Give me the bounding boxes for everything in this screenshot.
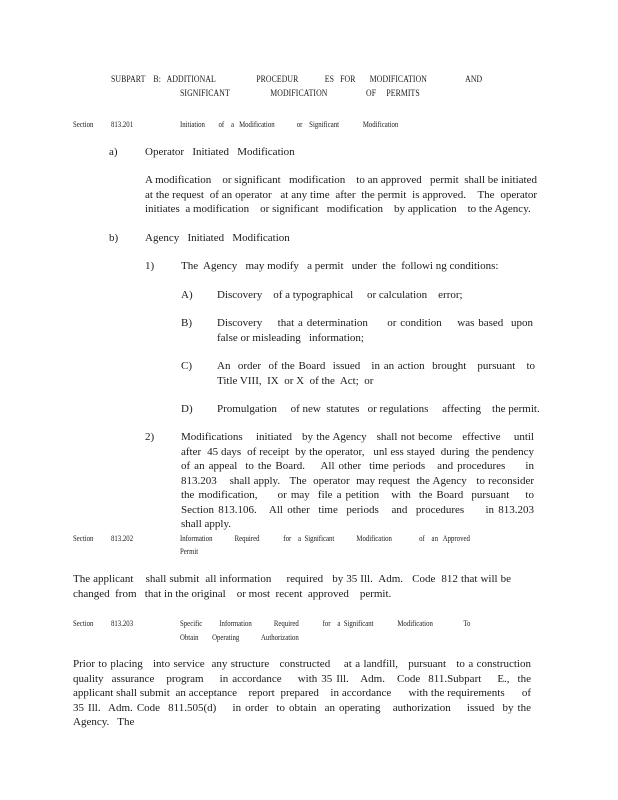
section-label: Section [73,119,94,129]
clause-text: Discovery of a typographical or calculation error; [217,289,463,301]
item-number: 1) [145,260,155,272]
clause-text: An order of the Board issued in an action brought pursuant to Title VIII, IX or X of the Act; or [217,360,538,387]
subsection-heading: Agency Initiated Modification [145,232,290,244]
section-number: 813.203 [111,618,134,628]
subsection-heading: Operator Initiated Modification [145,146,295,158]
subpart-heading-line2: SIGNIFICANT MODIFICATION OF PERMITS [180,89,420,99]
paragraph: A modification or significant modification to an approved permit shall be initiated at the request of an operator at any time after the permit is approved. The operator initiates a modification or significant modification by application to the Agency. [145,174,540,215]
clause-letter: B) [181,317,192,329]
paragraph: The applicant shall submit all information required by 35 Ill. Adm. Code 812 that will be changed from that in the original or most recent approved permit. [73,573,514,600]
item-text: The Agency may modify a permit under the followi ng conditions: [181,260,499,272]
item-number: 2) [145,431,155,443]
section-label: Section [73,618,94,628]
clause-letter: C) [181,360,192,372]
clause-letter: A) [181,289,193,301]
paragraph: Prior to placing into service any structure constructed at a landfill, pursuant to a construction quality assurance program in accordance with 35 Ill. Adm. Code 811.Subpart E., the applicant shall submit an acceptance report prepared in accordance with the requirements of 35 Ill. Adm. Code 811.505(d) in order to obtain an operating authorization issued by the Agency. The [73,658,534,728]
section-number: 813.201 [111,119,134,129]
section-title-continued: Permit [180,546,199,556]
section-title-continued: Obtain Operating Authorization [180,632,299,642]
item-text: Modifications initiated by the Agency shall not become effective until after 45 days of receipt by the operator, unl ess stayed during the pendency of an appeal to the Board. All other time periods and procedures in 813.203 shall apply. The operator may request the Agency to reconsider the modification, or may file a petition with the Board pursuant to Section 813.106. All other time periods and procedures in 813.203 shall apply. [181,431,545,530]
section-label: Section [73,533,94,543]
subsection-letter: a) [109,146,118,158]
section-title: Information Required for a Significant Modification of an Approved [180,533,470,543]
subsection-letter: b) [109,232,119,244]
clause-text: Discovery that a determination or condition was based upon false or misleading information; [217,317,536,344]
section-number: 813.202 [111,533,134,543]
clause-text: Promulgation of new statutes or regulations affecting the permit. [217,403,540,415]
section-title: Specific Information Required for a Significant Modification To [180,618,471,628]
clause-letter: D) [181,403,193,415]
section-title: Initiation of a Modification or Significant Modification [180,119,399,129]
subpart-heading-line1: SUBPART B: ADDITIONAL PROCEDUR ES FOR MODIFICATION AND [111,75,483,85]
